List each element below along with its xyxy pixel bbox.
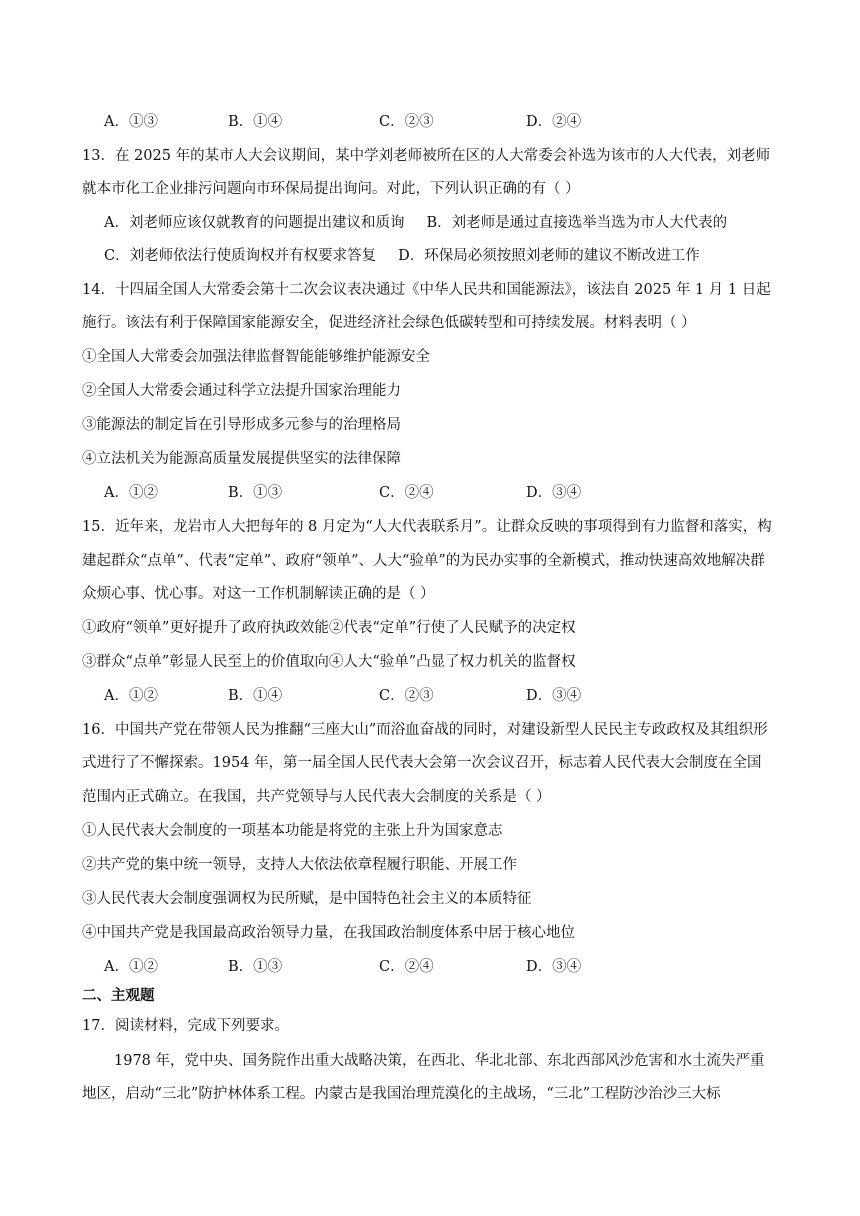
q16-stem-line-3: 范围内正式确立。在我国，共产党领导与人民代表大会制度的关系是（ ） [82, 789, 551, 805]
q16-statement-2: ②共产党的集中统一领导，支持人大依法依章程履行职能、开展工作 [82, 857, 517, 873]
q14-statement-4: ④立法机关为能源高质量发展提供坚实的法律保障 [82, 451, 401, 467]
option-b: B．①③ [228, 959, 283, 975]
q15-stem-line-2: 建起群众“点单”、代表“定单”、政府“领单”、人大“验单”的为民办实事的全新模式，推动快速高效地解决群 [82, 553, 765, 569]
q14-options [104, 483, 804, 503]
q16-statement-4: ④中国共产党是我国最高政治领导力量，在我国政治制度体系中居于核心地位 [82, 925, 575, 941]
option-c: C．②③ [379, 114, 434, 130]
q13-stem-line-1: 13．在 2025 年的某市人大会议期间，某中学刘老师被所在区的人大常委会补选为该市的人大代表，刘老师 [82, 148, 771, 164]
option-d: D．②④ [526, 114, 582, 130]
q16-options [104, 957, 804, 977]
q14-stem-line-2: 施行。该法有利于保障国家能源安全，促进经济社会绿色低碳转型和可持续发展。材料表明（ ） [82, 315, 696, 331]
q16-stem-line-1: 16．中国共产党在带领人民为推翻“三座大山”而浴血奋战的同时，对建设新型人民民主专政政权及其组织形 [82, 722, 768, 738]
option-d: D．环保局必须按照刘老师的建议不断改进工作 [398, 248, 700, 264]
option-d: D．③④ [526, 485, 582, 501]
q14-statement-3: ③能源法的制定旨在引导形成多元参与的治理格局 [82, 417, 401, 433]
option-d: D．③④ [526, 688, 582, 704]
q15-stem-line-3: 众烦心事、忧心事。对这一工作机制解读正确的是（ ） [82, 586, 435, 602]
option-a: A．①② [104, 959, 158, 975]
option-b: B．①④ [228, 114, 283, 130]
option-b: B．刘老师是通过直接选举当选为市人大代表的 [426, 215, 728, 231]
q13-options-row-1 [104, 213, 727, 233]
q15-statement-2: ③群众“点单”彰显人民至上的价值取向④人大“验单”凸显了权力机关的监督权 [82, 654, 576, 670]
q14-statement-1: ①全国人大常委会加强法律监督智能能够维护能源安全 [82, 349, 430, 365]
section-heading: 二、主观题 [82, 988, 155, 1004]
option-c: C．②③ [379, 688, 434, 704]
q15-statement-1: ①政府“领单”更好提升了政府执政效能②代表“定单”行使了人民赋予的决定权 [82, 620, 576, 636]
q12-options [104, 112, 804, 132]
q15-stem-line-1: 15．近年来，龙岩市人大把每年的 8 月定为“人大代表联系月”。让群众反映的事项得到有力监督和落实，构 [82, 519, 772, 535]
option-b: B．①③ [228, 485, 283, 501]
q17-material-line-2: 地区，启动“三北”防护林体系工程。内蒙古是我国治理荒漠化的主战场，“三北”工程防沙治沙三大标 [82, 1086, 721, 1102]
q17-stem: 17．阅读材料，完成下列要求。 [82, 1018, 289, 1034]
q16-stem-line-2: 式进行了不懈探索。1954 年，第一届全国人民代表大会第一次会议召开，标志着人民代表大会制度在全国 [82, 755, 762, 771]
q14-statement-2: ②全国人大常委会通过科学立法提升国家治理能力 [82, 383, 401, 399]
option-a: A．刘老师应该仅就教育的问题提出建议和质询 [104, 215, 405, 231]
q13-stem-line-2: 就本市化工企业排污问题向市环保局提出询问。对此，下列认识正确的有（ ） [82, 181, 580, 197]
q15-options [104, 686, 804, 706]
q14-stem-line-1: 14．十四届全国人大常委会第十二次会议表决通过《中华人民共和国能源法》，该法自 2025 年 1 月 1 日起 [82, 282, 771, 298]
option-b: B．①④ [228, 688, 283, 704]
option-c: C．②④ [379, 485, 434, 501]
option-a: A．①③ [104, 114, 158, 130]
option-a: A．①② [104, 688, 158, 704]
option-d: D．③④ [526, 959, 582, 975]
option-c: C．②④ [379, 959, 434, 975]
option-a: A．①② [104, 485, 158, 501]
q17-material-line-1: 1978 年，党中央、国务院作出重大战略决策，在西北、华北北部、东北西部风沙危害和水土流失严重 [114, 1053, 765, 1069]
q16-statement-1: ①人民代表大会制度的一项基本功能是将党的主张上升为国家意志 [82, 823, 503, 839]
q13-options-row-2 [104, 246, 700, 266]
q16-statement-3: ③人民代表大会制度强调权为民所赋，是中国特色社会主义的本质特征 [82, 891, 532, 907]
option-c: C．刘老师依法行使质询权并有权要求答复 [104, 248, 377, 264]
